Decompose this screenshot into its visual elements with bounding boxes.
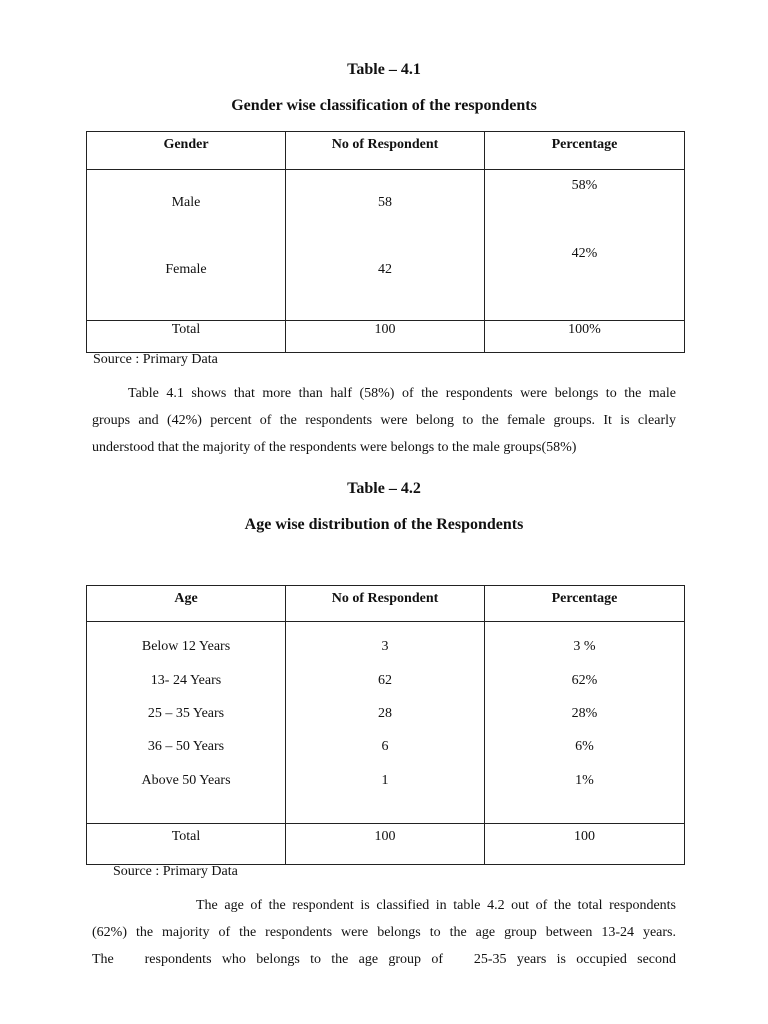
count-male: 58 <box>378 195 392 210</box>
age-percent: 28% <box>571 706 598 721</box>
age-count: 62 <box>378 673 392 688</box>
age-count: 28 <box>378 706 392 721</box>
age-category: Below 12 Years <box>141 639 231 654</box>
percent-female: 42% <box>571 246 598 261</box>
table-total-row <box>87 321 685 353</box>
gender-male: Male <box>171 195 201 210</box>
total-percent: 100% <box>485 321 685 353</box>
paragraph-line: The age of the respondent is classified in table 4.2 out of the total respondents <box>196 898 676 913</box>
total-percent: 100 <box>485 824 685 865</box>
age-percent: 62% <box>571 673 598 688</box>
gender-female: Female <box>165 262 207 277</box>
total-label: Total <box>87 824 286 865</box>
table1-title: Gender wise classification of the respondents <box>231 97 537 114</box>
table-body-row <box>87 622 685 824</box>
total-count: 100 <box>286 824 485 865</box>
age-percent: 6% <box>575 739 594 754</box>
table1-paragraph <box>92 380 676 461</box>
table-total-row <box>87 824 685 865</box>
table1-label: Table – 4.1 <box>347 61 421 78</box>
age-table <box>86 585 685 865</box>
age-category: 13- 24 Years <box>150 673 222 688</box>
paragraph-line: groups and (42%) percent of the respondents were belong to the female groups. It is clearly <box>92 413 676 428</box>
table-header-row <box>87 132 685 170</box>
age-category: 36 – 50 Years <box>147 739 225 754</box>
table-header-row <box>87 586 685 622</box>
table2-title: Age wise distribution of the Respondents <box>244 516 524 533</box>
age-category: 25 – 35 Years <box>147 706 225 721</box>
table2-label: Table – 4.2 <box>347 480 421 497</box>
table1-source: Source : Primary Data <box>93 352 218 367</box>
header-count: No of Respondent <box>286 586 485 622</box>
header-age: Age <box>87 586 286 622</box>
age-count: 1 <box>381 773 389 788</box>
age-category: Above 50 Years <box>141 773 231 788</box>
header-count: No of Respondent <box>286 132 485 170</box>
gender-table <box>86 131 685 353</box>
table2-source: Source : Primary Data <box>113 864 238 879</box>
table-body-row <box>87 170 685 321</box>
count-female: 42 <box>378 262 392 277</box>
paragraph-line: (62%) the majority of the respondents were belongs to the age group between 13-24 years. <box>92 925 676 940</box>
header-gender: Gender <box>87 132 286 170</box>
age-percent: 1% <box>575 773 594 788</box>
age-count: 6 <box>381 739 389 754</box>
total-label: Total <box>87 321 286 353</box>
age-percent: 3 % <box>573 639 596 654</box>
total-count: 100 <box>286 321 485 353</box>
paragraph-line: Table 4.1 shows that more than half (58%) of the respondents were belongs to the male <box>128 386 676 401</box>
table2-paragraph <box>92 892 676 973</box>
percent-male: 58% <box>571 178 598 193</box>
paragraph-line: The respondents who belongs to the age group of 25-35 years is occupied second <box>92 952 676 967</box>
header-percentage: Percentage <box>485 132 685 170</box>
header-percentage: Percentage <box>485 586 685 622</box>
paragraph-line: understood that the majority of the respondents were belongs to the male groups(58%) <box>92 440 577 455</box>
age-count: 3 <box>381 639 389 654</box>
